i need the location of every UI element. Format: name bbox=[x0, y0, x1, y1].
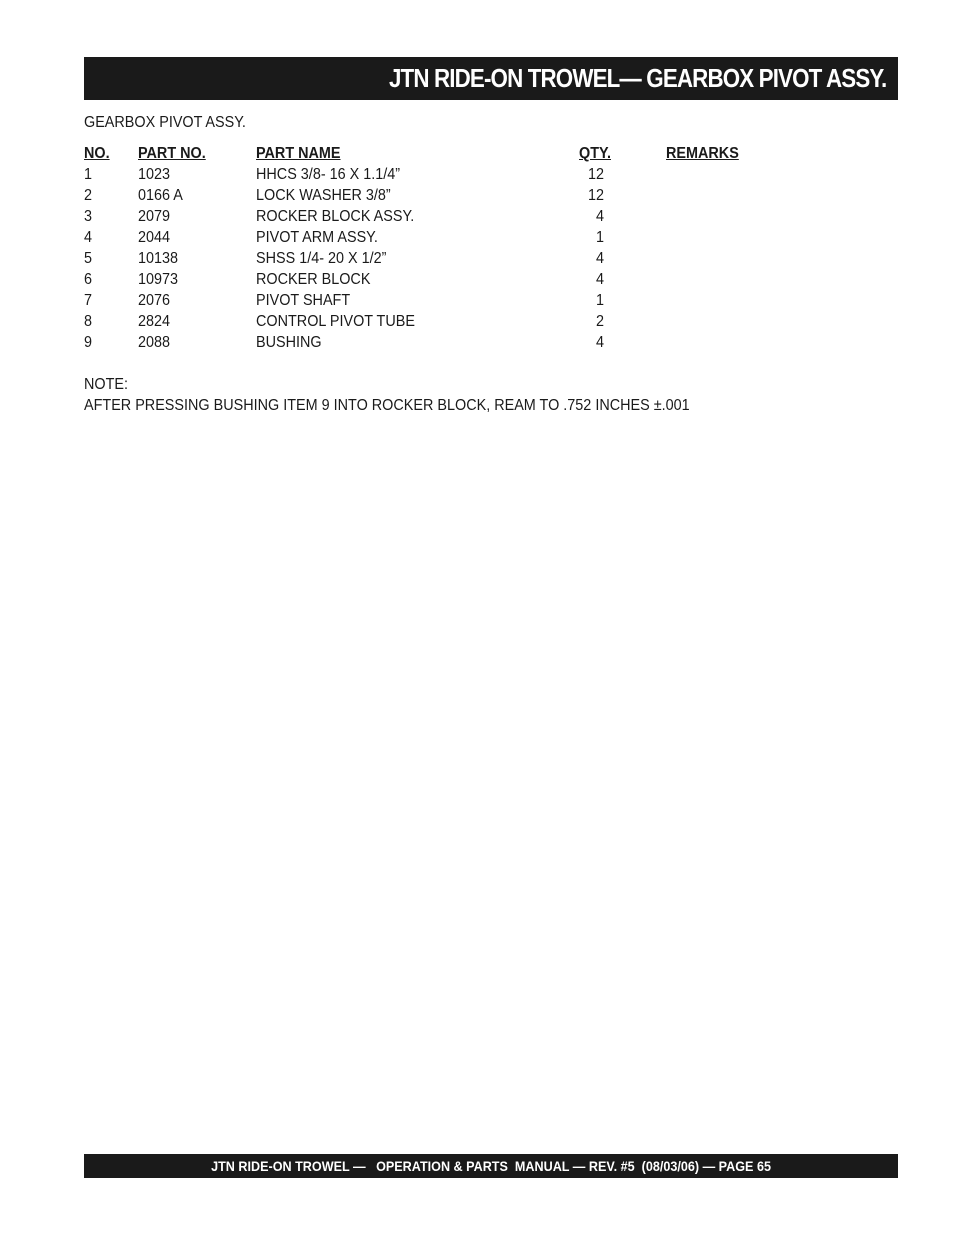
cell-part-no: 1023 bbox=[138, 166, 171, 183]
cell-part-name: ROCKER BLOCK bbox=[256, 271, 371, 288]
cell-part-no: 2088 bbox=[138, 334, 171, 351]
table-row bbox=[84, 269, 784, 290]
cell-part-no: 2824 bbox=[138, 313, 171, 330]
column-header-no: NO. bbox=[84, 145, 110, 162]
cell-no: 3 bbox=[84, 208, 93, 225]
page-footer-bar bbox=[84, 1154, 898, 1178]
cell-qty: 4 bbox=[595, 271, 604, 288]
cell-part-name: SHSS 1/4- 20 X 1/2” bbox=[256, 250, 387, 267]
note-block bbox=[84, 374, 757, 416]
cell-part-name: ROCKER BLOCK ASSY. bbox=[256, 208, 415, 225]
cell-part-name: PIVOT SHAFT bbox=[256, 292, 351, 309]
cell-part-name: LOCK WASHER 3/8” bbox=[256, 187, 391, 204]
column-header-part-name: PART NAME bbox=[256, 145, 341, 162]
cell-qty: 1 bbox=[595, 229, 604, 246]
cell-qty: 4 bbox=[595, 334, 604, 351]
cell-qty: 4 bbox=[595, 208, 604, 225]
cell-part-no: 10973 bbox=[138, 271, 179, 288]
column-header-qty: QTY. bbox=[579, 145, 612, 162]
table-row bbox=[84, 227, 784, 248]
table-row bbox=[84, 164, 784, 185]
note-label: NOTE: bbox=[84, 376, 129, 393]
cell-part-no: 2079 bbox=[138, 208, 171, 225]
cell-part-no: 0166 A bbox=[138, 187, 183, 204]
cell-no: 7 bbox=[84, 292, 93, 309]
cell-part-name: CONTROL PIVOT TUBE bbox=[256, 313, 415, 330]
cell-qty: 12 bbox=[587, 166, 604, 183]
cell-part-no: 10138 bbox=[138, 250, 179, 267]
cell-no: 9 bbox=[84, 334, 93, 351]
section-title: GEARBOX PIVOT ASSY. bbox=[84, 114, 246, 131]
footer-text: JTN RIDE-ON TROWEL — OPERATION & PARTS MANUAL — REV. #5 (08/03/06) — PAGE 65 bbox=[211, 1158, 771, 1174]
cell-qty: 12 bbox=[587, 187, 604, 204]
table-row bbox=[84, 290, 784, 311]
page-title: JTN RIDE-ON TROWEL— GEARBOX PIVOT ASSY. bbox=[388, 63, 886, 93]
table-row bbox=[84, 332, 784, 353]
note-text: AFTER PRESSING BUSHING ITEM 9 INTO ROCKER BLOCK, REAM TO .752 INCHES ±.001 bbox=[84, 397, 690, 414]
cell-part-no: 2076 bbox=[138, 292, 171, 309]
cell-qty: 1 bbox=[595, 292, 604, 309]
cell-no: 2 bbox=[84, 187, 93, 204]
table-header-row bbox=[84, 143, 784, 164]
page-header-bar bbox=[84, 57, 898, 100]
cell-part-name: HHCS 3/8- 16 X 1.1/4” bbox=[256, 166, 401, 183]
column-header-part-no: PART NO. bbox=[138, 145, 206, 162]
cell-no: 4 bbox=[84, 229, 93, 246]
cell-qty: 2 bbox=[595, 313, 604, 330]
cell-no: 8 bbox=[84, 313, 93, 330]
cell-no: 1 bbox=[84, 166, 93, 183]
cell-no: 5 bbox=[84, 250, 93, 267]
column-header-remarks: REMARKS bbox=[666, 145, 739, 162]
parts-table bbox=[84, 143, 784, 353]
table-row bbox=[84, 206, 784, 227]
table-row bbox=[84, 248, 784, 269]
cell-part-name: BUSHING bbox=[256, 334, 322, 351]
table-row bbox=[84, 185, 784, 206]
cell-part-no: 2044 bbox=[138, 229, 171, 246]
cell-qty: 4 bbox=[595, 250, 604, 267]
table-row bbox=[84, 311, 784, 332]
cell-part-name: PIVOT ARM ASSY. bbox=[256, 229, 378, 246]
cell-no: 6 bbox=[84, 271, 93, 288]
